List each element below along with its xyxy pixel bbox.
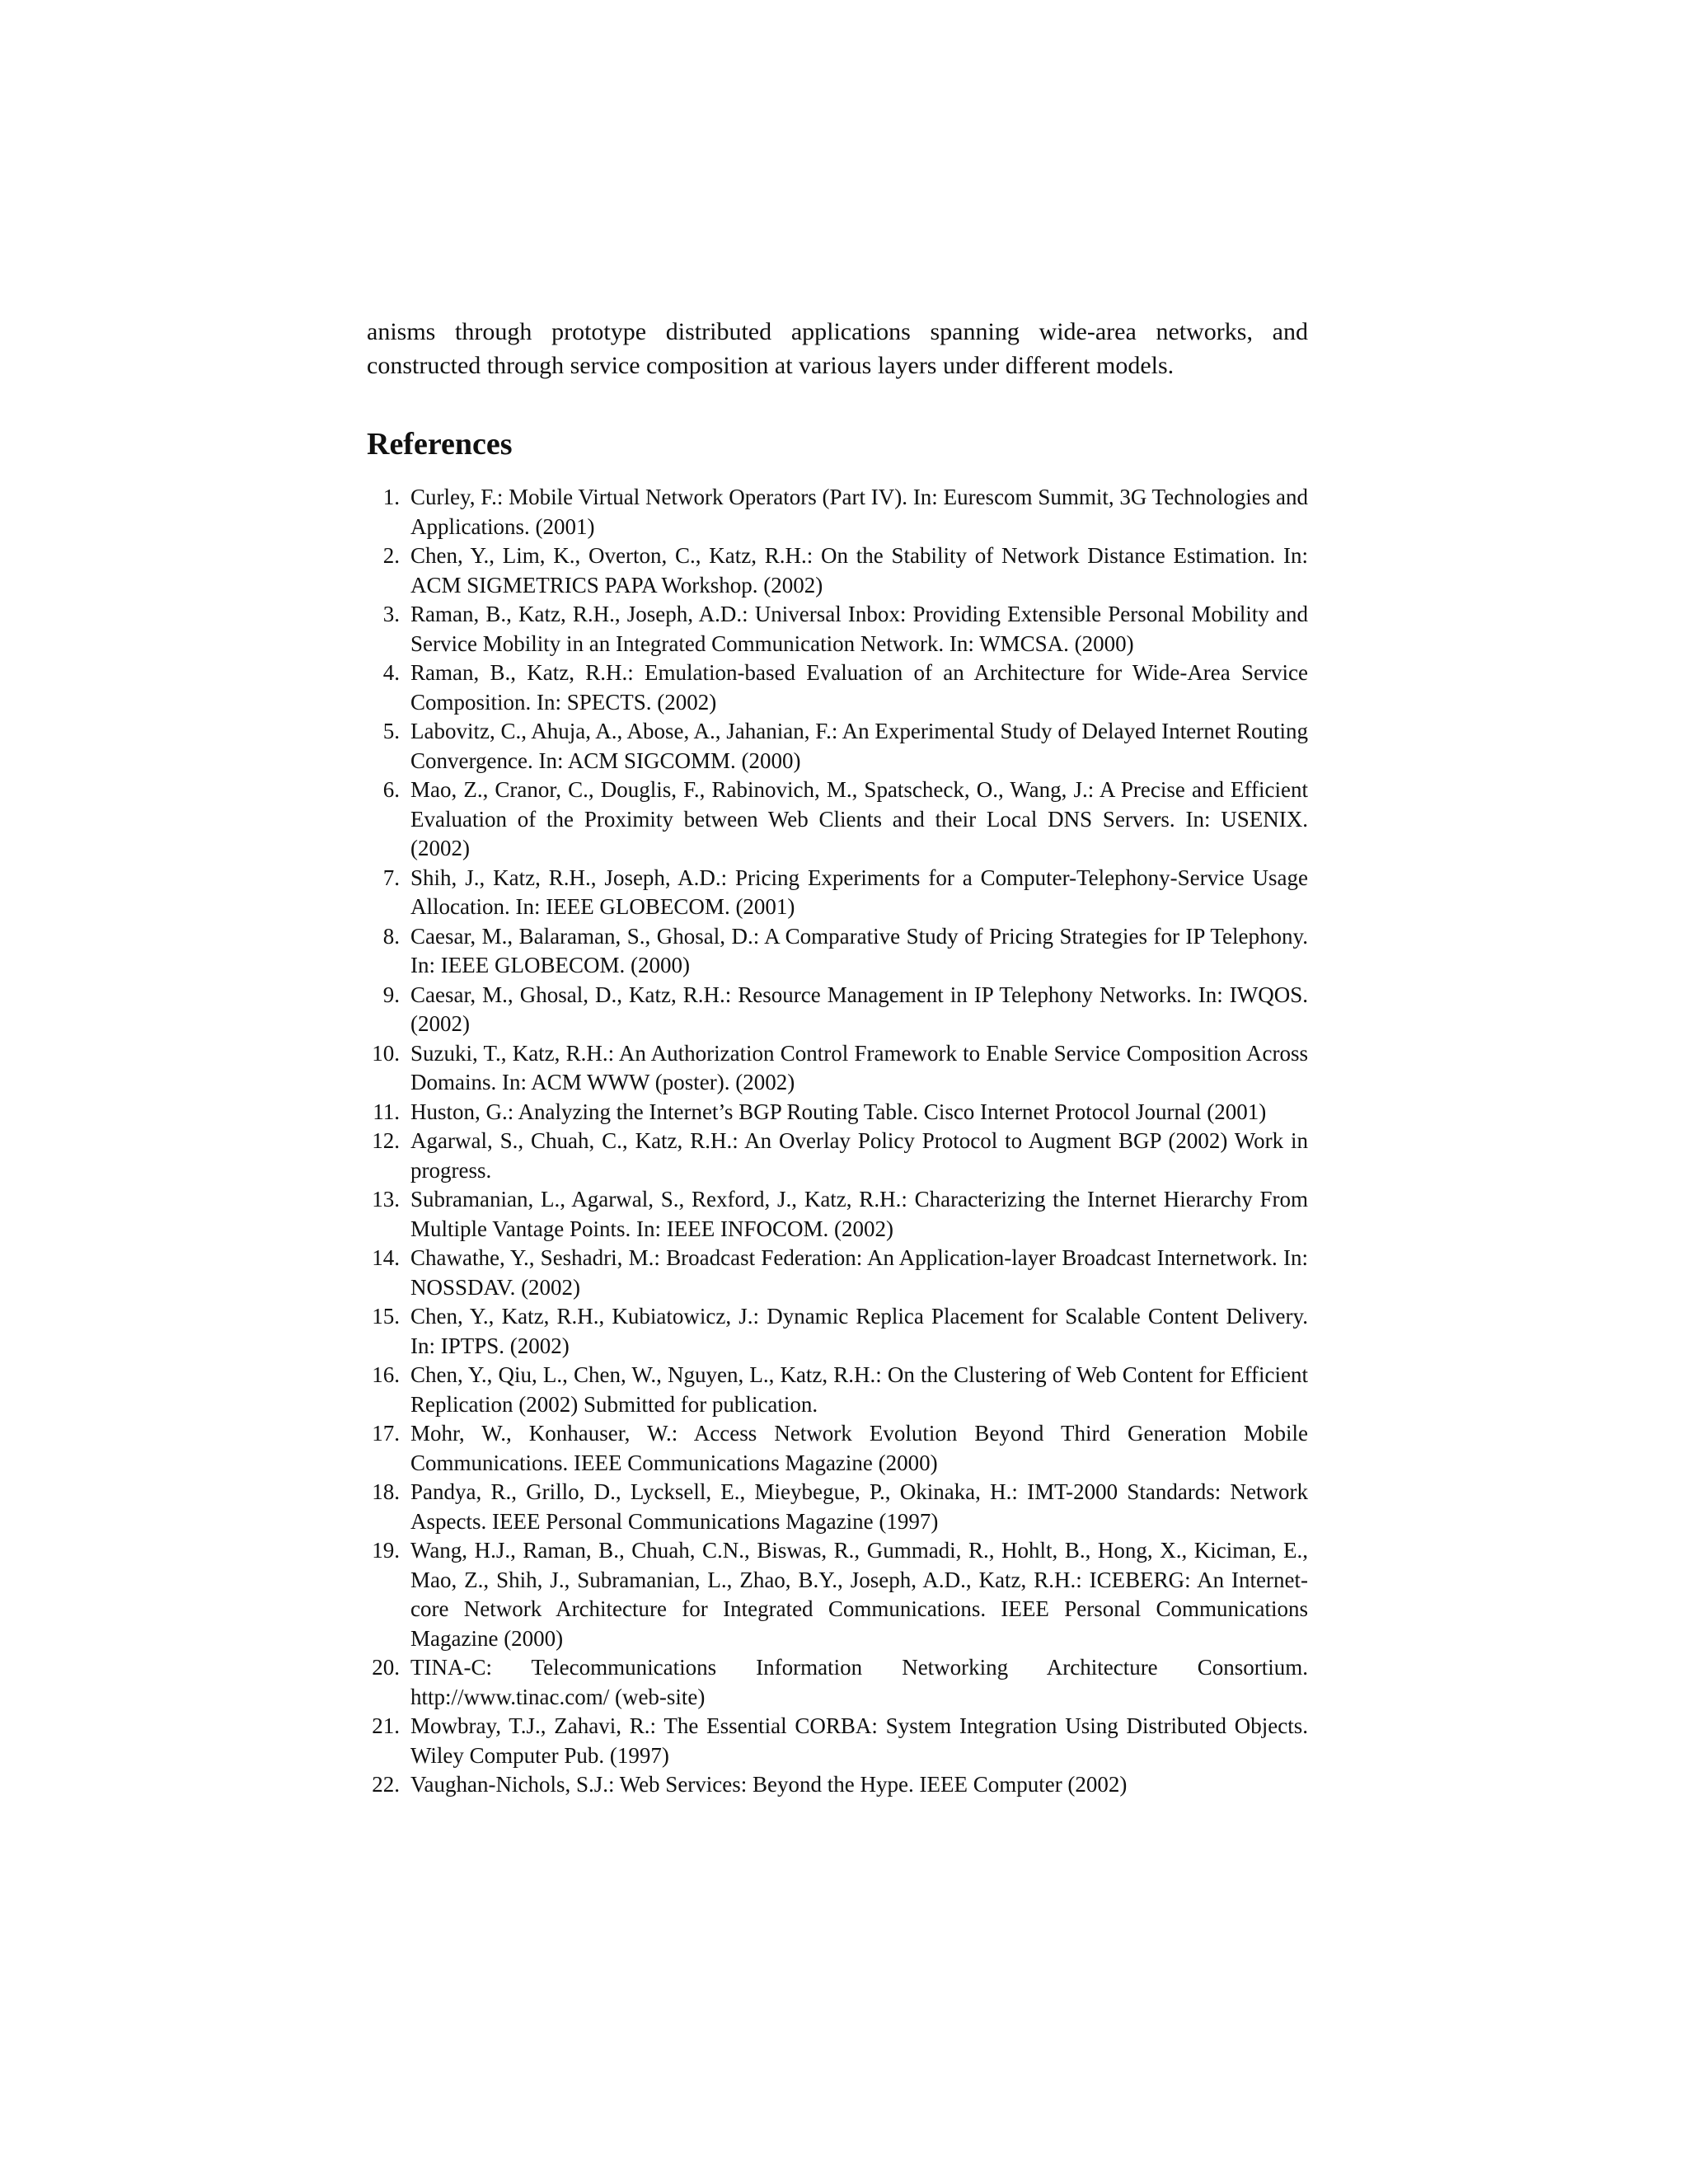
reference-item <box>367 1653 1308 1712</box>
reference-number: 8. <box>382 923 400 949</box>
reference-number: 18. <box>372 1479 400 1504</box>
reference-item <box>367 717 1308 776</box>
reference-number: 9. <box>382 982 400 1007</box>
reference-number: 10. <box>372 1040 400 1066</box>
reference-text: Raman, B., Katz, R.H.: Emulation-based Evaluation of an Architecture for Wide-Area Service Composition. In: SPECTS. (2002) <box>410 660 1308 715</box>
reference-text: Caesar, M., Balaraman, S., Ghosal, D.: A Comparative Study of Pricing Strategies for IP Telephony. In: IEEE GLOBECOM. (2000) <box>410 923 1308 977</box>
reference-item <box>367 776 1308 864</box>
reference-text: Raman, B., Katz, R.H., Joseph, A.D.: Universal Inbox: Providing Extensible Personal Mobility and Service Mobility in an Integrated Communication Network. In: WMCSA. (2000) <box>410 602 1308 656</box>
reference-text: Mohr, W., Konhauser, W.: Access Network Evolution Beyond Third Generation Mobile Communications. IEEE Communications Magazine (2000) <box>410 1421 1308 1475</box>
references-list <box>367 483 1308 1800</box>
reference-item <box>367 1419 1308 1478</box>
reference-item <box>367 1244 1308 1302</box>
reference-number: 22. <box>372 1772 400 1797</box>
reference-text: Wang, H.J., Raman, B., Chuah, C.N., Biswas, R., Gummadi, R., Hohlt, B., Hong, X., Kiciman, E., Mao, Z., Shih, J., Subramanian, L., Zhao, B.Y., Joseph, A.D., Katz, R.H.: ICEBERG: An Internet-core Network Architecture for Integrated Communications. IEEE Personal Communications Magazine (2000) <box>410 1538 1308 1651</box>
reference-text: TINA-C: Telecommunications Information Networking Architecture Consortium. http://www.tinac.com/ (web-site) <box>410 1655 1308 1709</box>
reference-item <box>367 864 1308 922</box>
reference-item <box>367 600 1308 658</box>
reference-text: Pandya, R., Grillo, D., Lycksell, E., Mieybegue, P., Okinaka, H.: IMT-2000 Standards: Network Aspects. IEEE Personal Communications Magazine (1997) <box>410 1479 1308 1534</box>
reference-text: Shih, J., Katz, R.H., Joseph, A.D.: Pricing Experiments for a Computer-Telephony-Service Usage Allocation. In: IEEE GLOBECOM. (2001) <box>410 865 1308 919</box>
reference-item <box>367 1185 1308 1244</box>
reference-item <box>367 1098 1308 1127</box>
reference-number: 11. <box>373 1099 400 1124</box>
reference-number: 4. <box>382 660 400 685</box>
reference-number: 3. <box>382 602 400 626</box>
reference-number: 17. <box>372 1421 400 1446</box>
reference-item <box>367 922 1308 981</box>
reference-item <box>367 658 1308 717</box>
reference-text: Chen, Y., Lim, K., Overton, C., Katz, R.H.: On the Stability of Network Distance Estimation. In: ACM SIGMETRICS PAPA Workshop. (2002) <box>410 543 1308 598</box>
reference-text: Subramanian, L., Agarwal, S., Rexford, J., Katz, R.H.: Characterizing the Internet Hierarchy From Multiple Vantage Points. In: IEEE INFOCOM. (2002) <box>410 1187 1308 1241</box>
reference-number: 20. <box>372 1655 400 1680</box>
reference-item <box>367 1712 1308 1770</box>
reference-number: 1. <box>382 485 400 509</box>
reference-text: Chawathe, Y., Seshadri, M.: Broadcast Federation: An Application-layer Broadcast Internetwork. In: NOSSDAV. (2002) <box>410 1245 1308 1300</box>
reference-item <box>367 1302 1308 1361</box>
reference-item <box>367 1127 1308 1185</box>
intro-paragraph: anisms through prototype distributed applications spanning wide-area networks, and constructed through service composition at various layers under different models. <box>367 318 1308 379</box>
reference-number: 7. <box>382 865 400 890</box>
reference-text: Curley, F.: Mobile Virtual Network Operators (Part IV). In: Eurescom Summit, 3G Technologies and Applications. (2001) <box>410 485 1308 539</box>
reference-number: 14. <box>372 1245 400 1270</box>
reference-text: Suzuki, T., Katz, R.H.: An Authorization Control Framework to Enable Service Composition Across Domains. In: ACM WWW (poster). (2002) <box>410 1040 1308 1094</box>
reference-item <box>367 483 1308 541</box>
reference-text: Agarwal, S., Chuah, C., Katz, R.H.: An Overlay Policy Protocol to Augment BGP (2002) Work in progress. <box>410 1128 1308 1183</box>
reference-number: 12. <box>372 1128 400 1153</box>
reference-text: Vaughan-Nichols, S.J.: Web Services: Beyond the Hype. IEEE Computer (2002) <box>410 1772 1128 1797</box>
reference-item <box>367 1536 1308 1653</box>
reference-text: Labovitz, C., Ahuja, A., Abose, A., Jahanian, F.: An Experimental Study of Delayed Internet Routing Convergence. In: ACM SIGCOMM. (2000) <box>410 719 1308 773</box>
reference-number: 16. <box>372 1362 400 1387</box>
reference-item <box>367 1478 1308 1536</box>
reference-text: Huston, G.: Analyzing the Internet’s BGP Routing Table. Cisco Internet Protocol Journal (2001) <box>410 1099 1267 1124</box>
reference-number: 15. <box>372 1304 400 1329</box>
reference-text: Mao, Z., Cranor, C., Douglis, F., Rabinovich, M., Spatscheck, O., Wang, J.: A Precise and Efficient Evaluation of the Proximity between Web Clients and their Local DNS Servers. In: USENIX. (2002) <box>410 777 1308 860</box>
reference-text: Chen, Y., Qiu, L., Chen, W., Nguyen, L., Katz, R.H.: On the Clustering of Web Content for Efficient Replication (2002) Submitted for publication. <box>410 1362 1308 1417</box>
reference-number: 6. <box>382 777 400 802</box>
reference-item <box>367 1770 1308 1800</box>
references-heading: References <box>367 427 513 462</box>
reference-item <box>367 541 1308 600</box>
reference-text: Mowbray, T.J., Zahavi, R.: The Essential CORBA: System Integration Using Distributed Objects. Wiley Computer Pub. (1997) <box>410 1713 1308 1768</box>
reference-item <box>367 981 1308 1039</box>
reference-item <box>367 1039 1308 1098</box>
reference-number: 19. <box>372 1538 400 1563</box>
reference-text: Chen, Y., Katz, R.H., Kubiatowicz, J.: Dynamic Replica Placement for Scalable Content Delivery. In: IPTPS. (2002) <box>410 1304 1308 1358</box>
reference-text: Caesar, M., Ghosal, D., Katz, R.H.: Resource Management in IP Telephony Networks. In: IWQOS. (2002) <box>410 982 1308 1036</box>
reference-item <box>367 1361 1308 1419</box>
reference-number: 2. <box>382 543 400 568</box>
reference-number: 5. <box>382 719 400 743</box>
reference-number: 21. <box>372 1713 400 1738</box>
reference-number: 13. <box>372 1187 400 1212</box>
page-content <box>367 315 1308 1800</box>
